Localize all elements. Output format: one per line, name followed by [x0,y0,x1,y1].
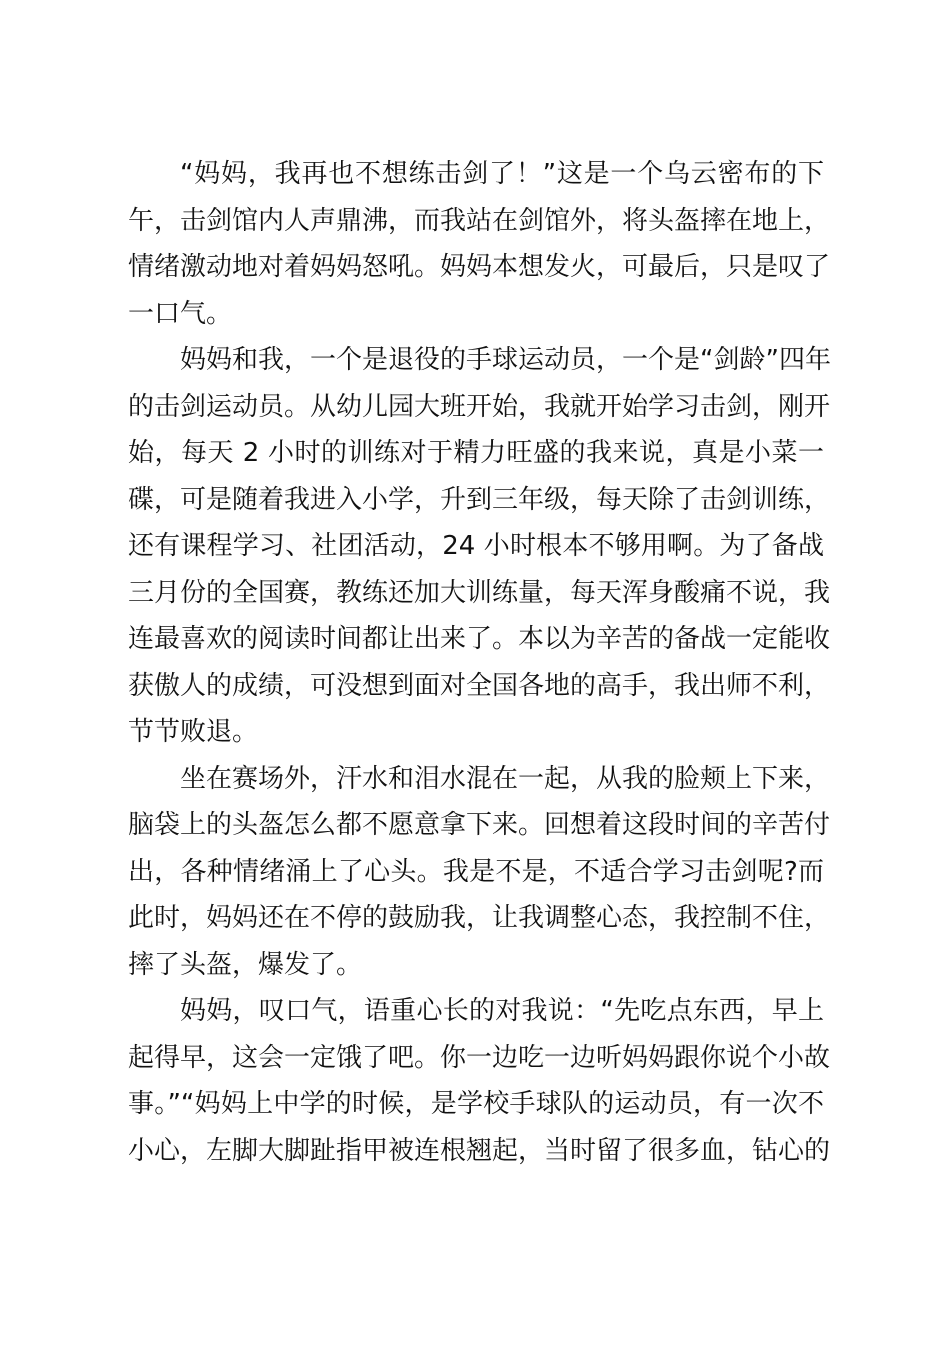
text-line: 连最喜欢的阅读时间都让出来了。本以为辛苦的备战一定能收 [128,624,831,654]
text-line: 小心，左脚大脚趾指甲被连根翘起，当时留了很多血，钻心的 [128,1135,831,1166]
paragraph-3 [128,756,831,989]
text-line: 起得早，这会一定饿了吧。你一边吃一边听妈妈跟你说个小故 [128,1042,831,1073]
text-line: 妈妈，叹口气，语重心长的对我说：“先吃点东西，早上 [180,996,824,1026]
text-line: 脑袋上的头盔怎么都不愿意拿下来。回想着这段时间的辛苦付 [128,810,831,840]
text-line: 还有课程学习、社团活动，24 小时根本不够用啊。为了备战 [128,531,824,561]
text-line: 妈妈和我，一个是退役的手球运动员，一个是“剑龄”四年 [180,345,831,375]
text-line: 此时，妈妈还在不停的鼓励我，让我调整心态，我控制不住， [128,903,831,933]
text-line: 摔了头盔，爆发了。 [128,949,363,980]
text-line: 坐在赛场外，汗水和泪水混在一起，从我的脸颊上下来， [180,763,831,794]
text-line: 的击剑运动员。从幼儿园大班开始，我就开始学习击剑，刚开 [128,391,831,422]
paragraph-4 [128,988,831,1174]
text-line: 出，各种情绪涌上了心头。我是不是，不适合学习击剑呢?而 [128,856,824,887]
text-line: 午，击剑馆内人声鼎沸，而我站在剑馆外，将头盔摔在地上， [128,205,831,236]
text-line: 情绪激动地对着妈妈怒吼。妈妈本想发火，可最后，只是叹了 [128,252,831,282]
text-line: 事。”“妈妈上中学的时候，是学校手球队的运动员，有一次不 [128,1089,824,1119]
paragraph-2 [128,337,831,756]
paragraph-1 [128,151,831,337]
text-line: 获傲人的成绩，可没想到面对全国各地的高手，我出师不利， [128,670,831,701]
article-body [128,151,831,1174]
text-line: 碟，可是随着我进入小学，升到三年级，每天除了击剑训练， [128,484,831,515]
text-line: “妈妈，我再也不想练击剑了！”这是一个乌云密布的下 [180,159,824,189]
text-line: 三月份的全国赛，教练还加大训练量，每天浑身酸痛不说，我 [128,577,831,608]
text-line: 节节败退。 [128,717,259,747]
text-line: 一口气。 [128,298,233,329]
text-line: 始，每天 2 小时的训练对于精力旺盛的我来说，真是小菜一 [128,438,824,468]
